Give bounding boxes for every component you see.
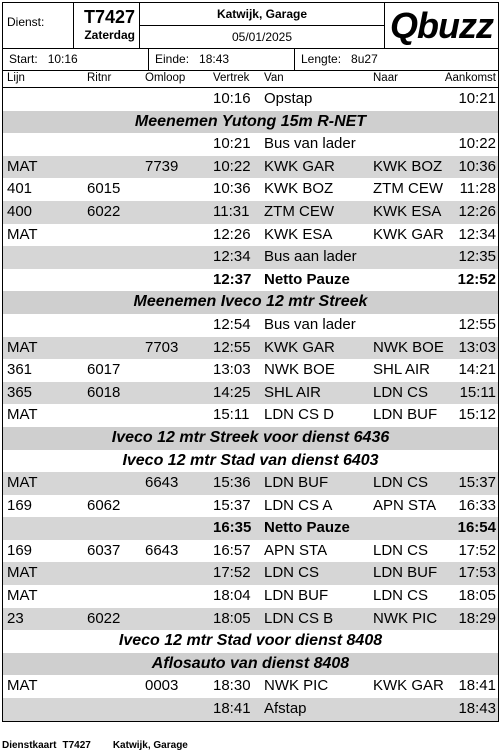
cell-omloop: 6643	[145, 541, 179, 559]
cell-aankomst: 10:21	[458, 90, 496, 107]
cell-vertrek: 12:37	[213, 270, 252, 288]
cell-van: Afstap	[264, 700, 307, 718]
shift-info	[3, 49, 498, 71]
section-title-text: Meenemen Iveco 12 mtr Streek	[133, 293, 368, 311]
section-title-text: Meenemen Yutong 15m R-NET	[134, 112, 367, 130]
cell-lijn: 401	[7, 180, 33, 198]
trip-row	[3, 540, 498, 563]
cell-aankomst: 17:53	[458, 564, 496, 582]
lengte-value: 8u27	[351, 52, 378, 66]
cell-aankomst: 13:03	[458, 338, 496, 356]
trip-row	[3, 382, 498, 405]
cell-naar: ZTM CEW	[373, 180, 443, 198]
cell-ritnr: 6062	[87, 496, 121, 514]
cell-van: KWK GAR	[264, 157, 335, 175]
cell-lijn: 361	[7, 361, 33, 379]
cell-lijn: 365	[7, 383, 33, 401]
cell-aankomst: 11:28	[459, 180, 496, 198]
trip-row	[3, 201, 498, 224]
section-title	[3, 653, 498, 676]
cell-vertrek: 13:03	[213, 361, 251, 379]
cell-aankomst: 12:55	[458, 315, 496, 333]
trip-table	[3, 88, 498, 721]
col-van: Van	[264, 72, 284, 84]
dienst-label: Dienst:	[3, 3, 74, 48]
cell-lijn: MAT	[7, 157, 38, 175]
cell-lijn: MAT	[7, 474, 38, 492]
section-title	[3, 450, 498, 473]
dienst-number: T7427	[83, 7, 135, 27]
section-title-text: Iveco 12 mtr Stad van dienst 6403	[122, 451, 379, 469]
cell-vertrek: 10:16	[213, 90, 251, 107]
trip-row	[3, 224, 498, 247]
cell-van: LDN CS A	[264, 496, 333, 514]
cell-vertrek: 18:41	[213, 700, 251, 718]
trip-row	[3, 472, 498, 495]
cell-lijn: 400	[7, 202, 33, 220]
cell-aankomst: 16:33	[458, 496, 496, 514]
cell-naar: SHL AIR	[373, 361, 430, 379]
section-title	[3, 291, 498, 314]
einde-label: Einde:	[155, 52, 190, 66]
cell-naar: NWK BOE	[373, 338, 444, 356]
cell-van: KWK GAR	[264, 338, 335, 356]
footer-location: Katwijk, Garage	[112, 740, 188, 751]
cell-van: KWK ESA	[264, 225, 333, 243]
col-vertrek: Vertrek	[213, 72, 250, 84]
cell-aankomst: 15:37	[458, 474, 496, 492]
trip-row	[3, 337, 498, 360]
trip-row	[3, 608, 498, 631]
col-aankomst: Aankomst	[444, 72, 496, 84]
einde-time: 18:43	[199, 52, 230, 66]
cell-naar: LDN BUF	[373, 406, 438, 424]
cell-omloop: 0003	[145, 677, 179, 695]
cell-van: LDN BUF	[264, 474, 329, 492]
trip-row	[3, 495, 498, 518]
cell-lijn: MAT	[7, 406, 38, 424]
cell-vertrek: 17:52	[213, 564, 251, 582]
cell-naar: KWK ESA	[373, 202, 442, 220]
cell-naar: KWK GAR	[373, 677, 444, 695]
cell-aankomst: 12:34	[458, 225, 496, 243]
cell-vertrek: 12:54	[213, 315, 251, 333]
cell-aankomst: 15:11	[459, 383, 496, 401]
col-ritnr: Ritnr	[87, 72, 112, 84]
pause-row	[3, 269, 498, 292]
cell-vertrek: 18:30	[213, 677, 251, 695]
cell-vertrek: 10:22	[213, 157, 251, 175]
qbuzz-logo: Qbuzz	[390, 4, 493, 46]
trip-row	[3, 562, 498, 585]
dienst-block	[74, 3, 140, 48]
cell-aankomst: 12:26	[458, 202, 496, 220]
cell-naar: APN STA	[373, 496, 437, 514]
section-title-text: Aflosauto van dienst 8408	[151, 654, 350, 672]
cell-van: Netto Pauze	[264, 519, 350, 537]
duty-card	[2, 2, 499, 722]
trip-row	[3, 585, 498, 608]
section-title	[3, 427, 498, 450]
cell-aankomst: 18:29	[458, 609, 496, 627]
cell-aankomst: 18:05	[458, 587, 496, 605]
cell-lijn: MAT	[7, 677, 38, 695]
trip-row	[3, 675, 498, 698]
cell-aankomst: 14:21	[458, 361, 496, 379]
lengte-info	[295, 49, 498, 70]
trip-row	[3, 133, 498, 156]
cell-aankomst: 10:36	[458, 157, 496, 175]
cell-vertrek: 16:57	[213, 541, 251, 559]
cell-van: LDN CS B	[264, 609, 334, 627]
cell-lijn: MAT	[7, 225, 38, 243]
cell-omloop: 6643	[145, 474, 179, 492]
cell-lijn: MAT	[7, 564, 38, 582]
cell-naar: KWK BOZ	[373, 157, 443, 175]
section-title-text: Iveco 12 mtr Streek voor dienst 6436	[111, 428, 390, 446]
cell-van: KWK BOZ	[264, 180, 334, 198]
trip-row	[3, 88, 498, 111]
start-label: Start:	[9, 52, 38, 66]
cell-vertrek: 14:25	[213, 383, 251, 401]
cell-vertrek: 10:36	[213, 180, 251, 198]
cell-naar: KWK GAR	[373, 225, 444, 243]
cell-aankomst: 17:52	[458, 541, 496, 559]
col-lijn: Lijn	[7, 72, 25, 84]
cell-naar: LDN CS	[373, 587, 429, 605]
cell-ritnr: 6015	[87, 180, 121, 198]
footer-label: Dienstkaart	[2, 740, 57, 751]
section-title	[3, 111, 498, 134]
cell-naar: NWK PIC	[373, 609, 438, 627]
cell-aankomst: 18:41	[458, 677, 496, 695]
cell-van: NWK BOE	[264, 361, 335, 379]
cell-lijn: MAT	[7, 338, 38, 356]
location-block	[140, 3, 385, 48]
trip-row	[3, 359, 498, 382]
cell-ritnr: 6037	[87, 541, 121, 559]
cell-lijn: 169	[7, 496, 33, 514]
cell-van: NWK PIC	[264, 677, 329, 695]
cell-aankomst: 12:52	[457, 270, 496, 288]
cell-van: LDN BUF	[264, 587, 329, 605]
cell-ritnr: 6022	[87, 202, 121, 220]
cell-van: Bus van lader	[264, 315, 356, 333]
start-info	[3, 49, 149, 70]
cell-aankomst: 12:35	[458, 248, 496, 266]
cell-naar: LDN BUF	[373, 564, 438, 582]
cell-vertrek: 16:35	[213, 519, 252, 537]
cell-vertrek: 15:36	[213, 474, 251, 492]
cell-vertrek: 15:11	[213, 406, 250, 424]
trip-row	[3, 178, 498, 201]
column-headers	[3, 71, 498, 88]
cell-omloop: 7703	[145, 338, 179, 356]
card-footer	[2, 740, 210, 751]
cell-vertrek: 18:05	[213, 609, 251, 627]
cell-vertrek: 12:34	[213, 248, 251, 266]
cell-van: Netto Pauze	[264, 270, 350, 288]
cell-van: LDN CS D	[264, 406, 335, 424]
start-time: 10:16	[47, 52, 78, 66]
cell-aankomst: 15:12	[458, 406, 496, 424]
cell-van: Bus van lader	[264, 135, 356, 153]
cell-vertrek: 12:26	[213, 225, 251, 243]
cell-aankomst: 18:43	[458, 700, 496, 718]
cell-aankomst: 16:54	[457, 519, 496, 537]
lengte-label: Lengte:	[301, 52, 342, 66]
cell-naar: LDN CS	[373, 474, 429, 492]
cell-ritnr: 6018	[87, 383, 121, 401]
cell-vertrek: 11:31	[213, 202, 250, 220]
cell-van: Bus aan lader	[264, 248, 357, 266]
section-title-text: Iveco 12 mtr Stad voor dienst 8408	[118, 632, 383, 650]
cell-lijn: 23	[7, 609, 24, 627]
trip-row	[3, 156, 498, 179]
cell-lijn: 169	[7, 541, 33, 559]
cell-vertrek: 18:04	[213, 587, 251, 605]
trip-row	[3, 246, 498, 269]
cell-vertrek: 12:55	[213, 338, 251, 356]
einde-info	[149, 49, 295, 70]
trip-row	[3, 698, 498, 721]
date: 05/01/2025	[231, 30, 293, 44]
cell-ritnr: 6022	[87, 609, 121, 627]
logo-block	[385, 3, 498, 48]
cell-van: SHL AIR	[264, 383, 321, 401]
cell-naar: LDN CS	[373, 383, 429, 401]
cell-lijn: MAT	[7, 587, 38, 605]
cell-omloop: 7739	[145, 157, 179, 175]
cell-van: LDN CS	[264, 564, 320, 582]
col-omloop: Omloop	[145, 72, 186, 84]
footer-dienst: T7427	[62, 740, 91, 751]
cell-van: Opstap	[264, 90, 313, 107]
cell-van: ZTM CEW	[264, 202, 334, 220]
cell-ritnr: 6017	[87, 361, 121, 379]
card-header	[3, 3, 498, 49]
col-naar: Naar	[373, 72, 398, 84]
location: Katwijk, Garage	[140, 3, 384, 26]
cell-vertrek: 15:37	[213, 496, 251, 514]
section-title	[3, 630, 498, 653]
cell-naar: LDN CS	[373, 541, 429, 559]
trip-row	[3, 404, 498, 427]
cell-aankomst: 10:22	[458, 135, 496, 153]
cell-vertrek: 10:21	[213, 135, 251, 153]
cell-van: APN STA	[264, 541, 328, 559]
pause-row	[3, 517, 498, 540]
day-label: Zaterdag	[84, 28, 135, 42]
trip-row	[3, 314, 498, 337]
